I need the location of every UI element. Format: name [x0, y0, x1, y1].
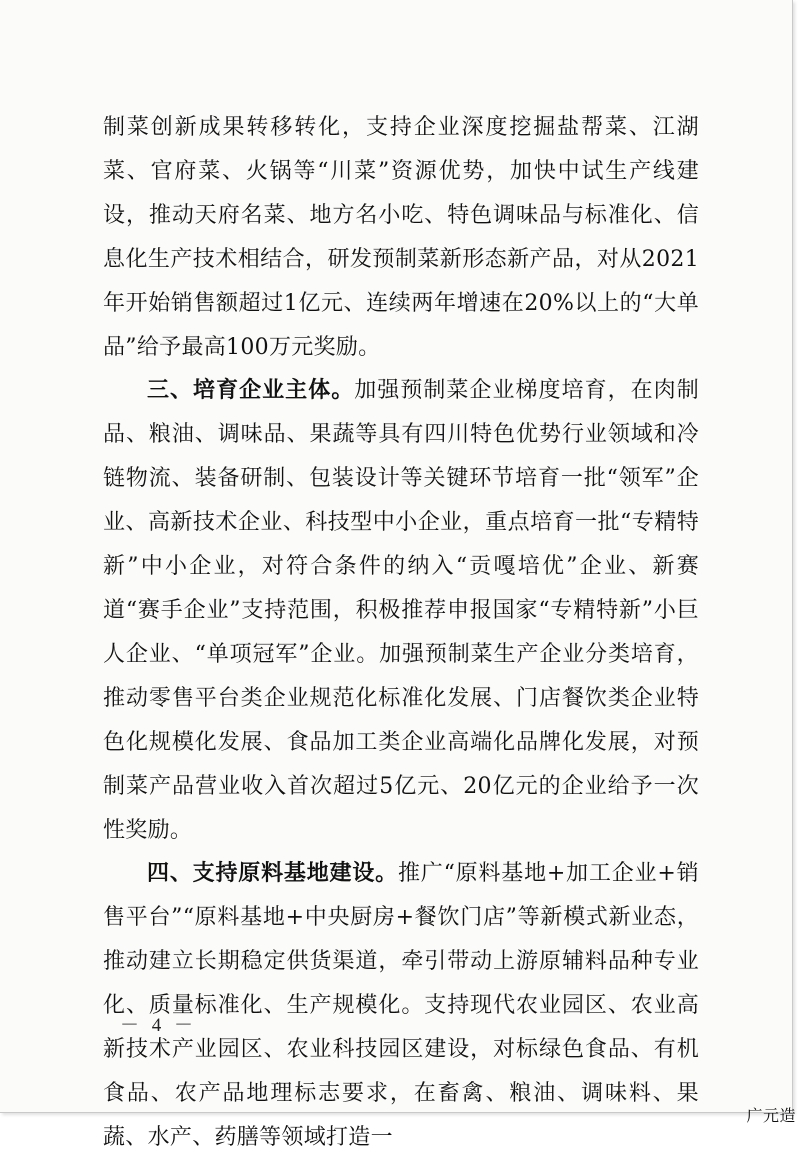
- paragraph-text: 推广“原料基地+加工企业+销售平台”“原料基地+中央厨房+餐饮门店”等新模式新业态，推动建立长期稳定供货渠道，牵引带动上游原辅料品种专业化、质量标准化、生产规模化。支持现代农业园区、农业高新技术产业园区、农业科技园区建设，对标绿色食品、有机食品、农产品地理标志要求，在畜禽、粮油、调味料、果蔬、水产、药膳等领域打造一: [103, 861, 699, 1150]
- section-heading: 三、培育企业主体。: [147, 378, 355, 404]
- paragraph-text: 加强预制菜企业梯度培育，在肉制品、粮油、调味品、果蔬等具有四川特色优势行业领域和冷链物流、装备研制、包装设计等关键环节培育一批“领军”企业、高新技术企业、科技型中小企业，重点培育一批“专精特新”中小企业，对符合条件的纳入“贡嘎培优”企业、新赛道“赛手企业”支持范围，积极推荐申报国家“专精特新”小巨人企业、“单项冠军”企业。加强预制菜生产企业分类培育，推动零售平台类企业规范化标准化发展、门店餐饮类企业特色化规模化发展、食品加工类企业高端化品牌化发展，对预制菜产品营业收入首次超过5亿元、20亿元的企业给予一次性奖励。: [103, 378, 699, 843]
- page-number: － 4 －: [120, 1015, 198, 1036]
- document-body: [103, 106, 699, 1160]
- paragraph-section-three: [103, 369, 699, 852]
- watermark-label: 广元造: [746, 1106, 796, 1125]
- paragraph-continued: [103, 106, 699, 369]
- paragraph-text: 制菜创新成果转移转化，支持企业深度挖掘盐帮菜、江湖菜、官府菜、火锅等“川菜”资源优势，加快中试生产线建设，推动天府名菜、地方名小吃、特色调味品与标准化、信息化生产技术相结合，研发预制菜新形态新产品，对从2021年开始销售额超过1亿元、连续两年增速在20%以上的“大单品”给予最高100万元奖励。: [103, 115, 699, 360]
- section-heading: 四、支持原料基地建设。: [147, 861, 398, 887]
- paragraph-section-four: [103, 852, 699, 1159]
